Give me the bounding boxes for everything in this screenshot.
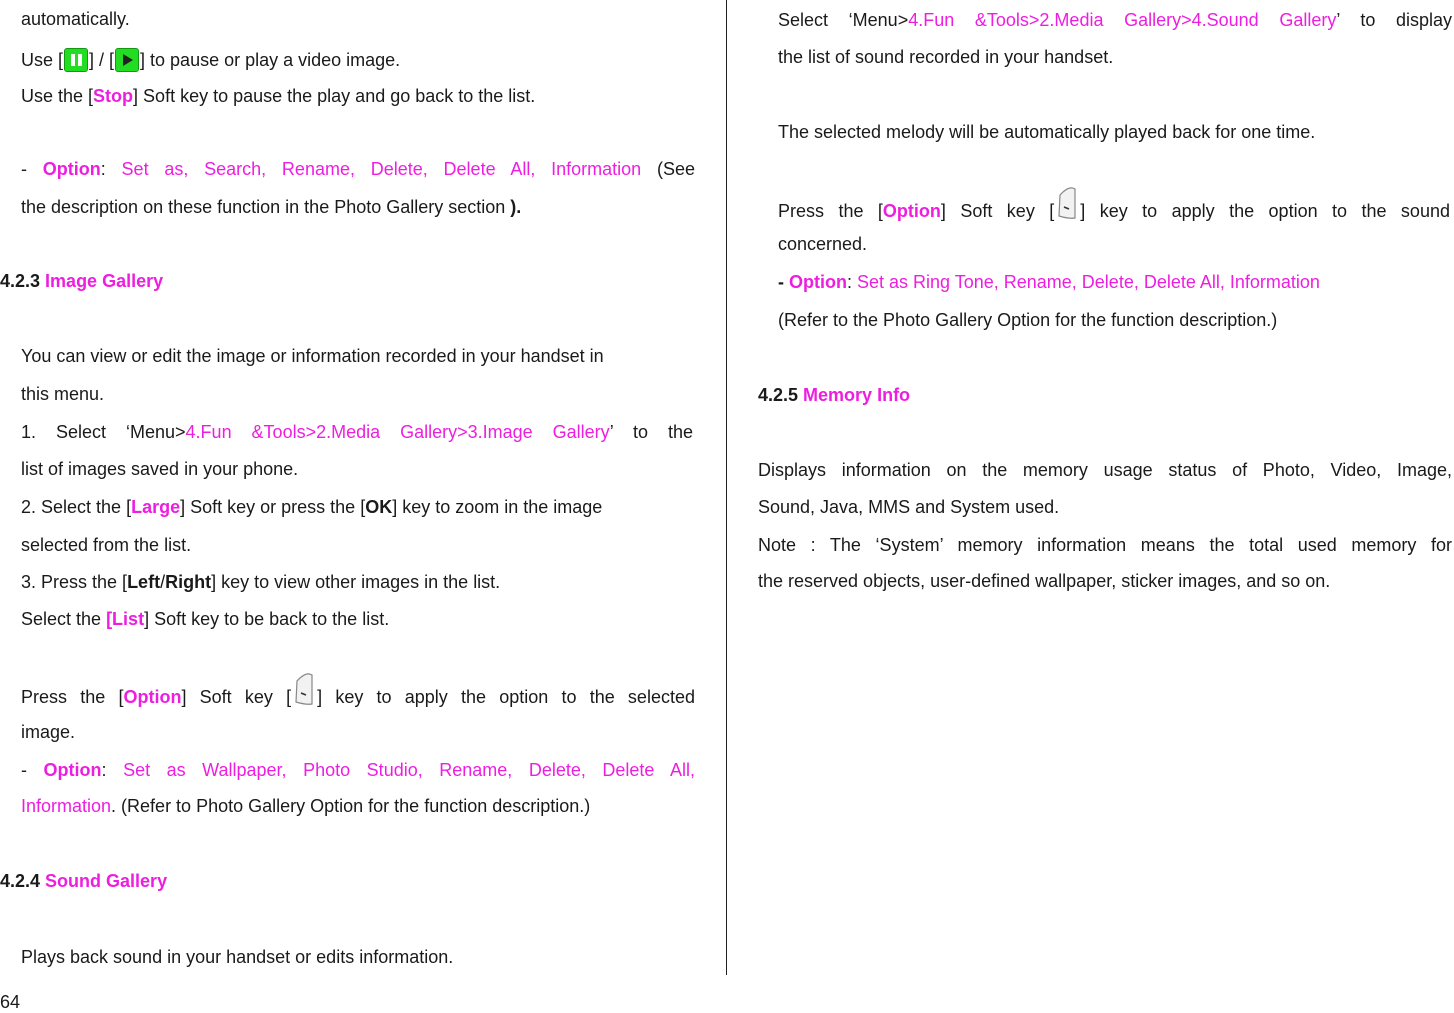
section-heading: 4.2.5 Memory Info (758, 385, 911, 405)
paragraph-line: Press the [Option] Soft key [ ] key to apply the option to the selected (21, 673, 695, 708)
option-line: - Option: Set as Wallpaper, Photo Studio, Rename, Delete, Delete All, (21, 760, 695, 780)
option-line: - Option: Set as Ring Tone, Rename, Delete, Delete All, Information (778, 272, 1320, 292)
paragraph-line: list of images saved in your phone. (21, 459, 299, 479)
paragraph-line: Sound, Java, MMS and System used. (758, 497, 1060, 517)
play-icon (115, 48, 139, 72)
paragraph-line: the description on these function in the Photo Gallery section ). (21, 197, 522, 217)
left-softkey-icon (293, 673, 315, 707)
menu-path-line: 1. Select ‘Menu>4.Fun &Tools>2.Media Gallery>3.Image Gallery’ to the (21, 422, 694, 442)
paragraph-line: selected from the list. (21, 535, 192, 555)
page-number: 64 (0, 992, 21, 1012)
paragraph-line: the list of sound recorded in your handset. (778, 47, 1114, 67)
option-line: - Option: Set as, Search, Rename, Delete, Delete All, Information (See (21, 159, 695, 179)
paragraph-line: Use the [Stop] Soft key to pause the play and go back to the list. (21, 86, 536, 106)
paragraph-line: Plays back sound in your handset or edits information. (21, 947, 454, 967)
paragraph-line: 2. Select the [Large] Soft key or press the [OK] key to zoom in the image (21, 497, 603, 517)
paragraph-line: Note : The ‘System’ memory information means the total used memory for (758, 535, 1452, 555)
paragraph-line: Information. (Refer to Photo Gallery Option for the function description.) (21, 796, 591, 816)
paragraph-line: 3. Press the [Left/Right] key to view other images in the list. (21, 572, 501, 592)
left-softkey-icon (1056, 187, 1078, 221)
paragraph-line: Press the [Option] Soft key [ ] key to apply the option to the sound (778, 187, 1450, 222)
paragraph-line: Use [ ] / [ ] to pause or play a video image. (21, 50, 401, 70)
section-heading: 4.2.4 Sound Gallery (0, 871, 168, 891)
paragraph-line: (Refer to the Photo Gallery Option for the function description.) (778, 310, 1278, 330)
paragraph-line: automatically. (21, 9, 130, 29)
menu-path-line: Select ‘Menu>4.Fun &Tools>2.Media Gallery>4.Sound Gallery’ to display (778, 10, 1452, 30)
paragraph-line: concerned. (778, 234, 868, 254)
paragraph-line: You can view or edit the image or information recorded in your handset in (21, 346, 604, 366)
paragraph-line: Displays information on the memory usage status of Photo, Video, Image, (758, 460, 1452, 480)
paragraph-line: The selected melody will be automatically played back for one time. (778, 122, 1316, 142)
column-divider (726, 0, 727, 975)
paragraph-line: Select the [List] Soft key to be back to the list. (21, 609, 390, 629)
paragraph-line: image. (21, 722, 76, 742)
paragraph-line: the reserved objects, user-defined wallpaper, sticker images, and so on. (758, 571, 1331, 591)
paragraph-line: this menu. (21, 384, 105, 404)
softkey-label: Stop (93, 86, 134, 106)
pause-icon (64, 48, 88, 72)
section-heading: 4.2.3 Image Gallery (0, 271, 164, 291)
